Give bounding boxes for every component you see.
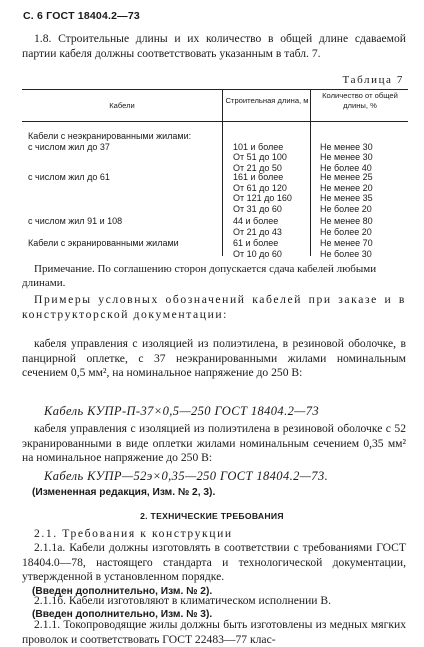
- table-header-cables: Кабели: [109, 101, 135, 110]
- page-header: С. 6 ГОСТ 18404.2—73: [23, 10, 140, 22]
- table-row-label: с числом жил до 61: [28, 172, 110, 182]
- designation-formula-1: Кабель КУПР-П-37×0,5—250 ГОСТ 18404.2—73: [44, 404, 320, 418]
- example-1-text: кабеля управления с изоляцией из полиэтилена, в резиновой оболочке, в панцирной оплетке, с 37 неэкранированными жилами номинальным сечением 0,5 мм², на номинальное напряжение до 250 В:: [22, 337, 406, 380]
- table-row-label: Кабели с экранированными жилами: [28, 238, 179, 248]
- amendment-note: (Измененная редакция, Изм. № 2, 3).: [32, 487, 216, 498]
- table-divider: [310, 89, 311, 256]
- table-header-length: Строительная длина, м: [225, 96, 309, 105]
- subsection-heading: 2.1. Требования к конструкции: [34, 527, 233, 540]
- paragraph-2-1-1b: 2.1.1б. Кабели изготовляют в климатическом исполнении В.: [34, 594, 332, 607]
- table-row-length: 101 и более От 51 до 100 От 21 до 50: [233, 141, 287, 173]
- table-row-label: с числом жил 91 и 108: [28, 216, 123, 226]
- table-row-label: Кабели с неэкранированными жилами: с числом жил до 37: [28, 131, 192, 152]
- table-row-quantity: Не менее 30 Не менее 30 Не более 40: [320, 141, 373, 173]
- table-header-quantity: Количество от общей длины, %: [322, 91, 398, 110]
- paragraph-1-8: 1.8. Строительные длины и их количество в общей длине сдаваемой партии кабеля должны соответствовать указанным в табл. 7.: [22, 32, 406, 60]
- added-note-2: (Введен дополнительно, Изм. № 3).: [32, 609, 213, 620]
- table-header-rule: [22, 121, 408, 122]
- table-row-quantity: Не менее 70 Не более 30: [320, 238, 373, 259]
- table-row-length: 44 и более От 21 до 43: [233, 216, 282, 237]
- example-2-text: кабеля управления с изоляцией из полиэтилена в резиновой оболочке с 52 экранированными в виде оплетки жилами номинальным сечением 0,35 мм² на номинальное напряжение до 250 В:: [22, 422, 406, 465]
- table-note: Примечание. По соглашению сторон допускается сдача кабелей любыми длинами.: [22, 263, 377, 289]
- paragraph-2-1-1: 2.1.1. Токопроводящие жилы должны быть изготовлены из медных мягких проволок и соответствовать ГОСТ 22483—77 клас-: [22, 618, 406, 646]
- added-note-1: (Введен дополнительно, Изм. № 2).: [32, 586, 213, 597]
- examples-heading: Примеры условных обозначений кабелей при заказе и в конструкторской документации:: [22, 293, 406, 321]
- section-title: 2. ТЕХНИЧЕСКИЕ ТРЕБОВАНИЯ: [140, 511, 284, 521]
- table-row-length: 61 и более От 10 до 60: [233, 238, 282, 259]
- table-row-quantity: Не менее 80 Не более 20: [320, 216, 373, 237]
- table-top-rule: [22, 89, 408, 90]
- designation-formula-2: Кабель КУПР—52э×0,35—250 ГОСТ 18404.2—73.: [44, 469, 329, 483]
- table-row-length: 161 и более От 61 до 120 От 121 до 160 От 31 до 60: [233, 172, 292, 214]
- paragraph-2-1-1a: 2.1.1а. Кабели должны изготовлять в соответствии с требованиями ГОСТ 18404.0—78, настоящего стандарта и технологической документации, утвержденной в установленном порядке.: [22, 541, 406, 584]
- table-row-quantity: Не менее 25 Не менее 20 Не менее 35 Не более 20: [320, 172, 373, 214]
- table-divider: [222, 89, 223, 256]
- table-caption: Таблица 7: [342, 74, 404, 86]
